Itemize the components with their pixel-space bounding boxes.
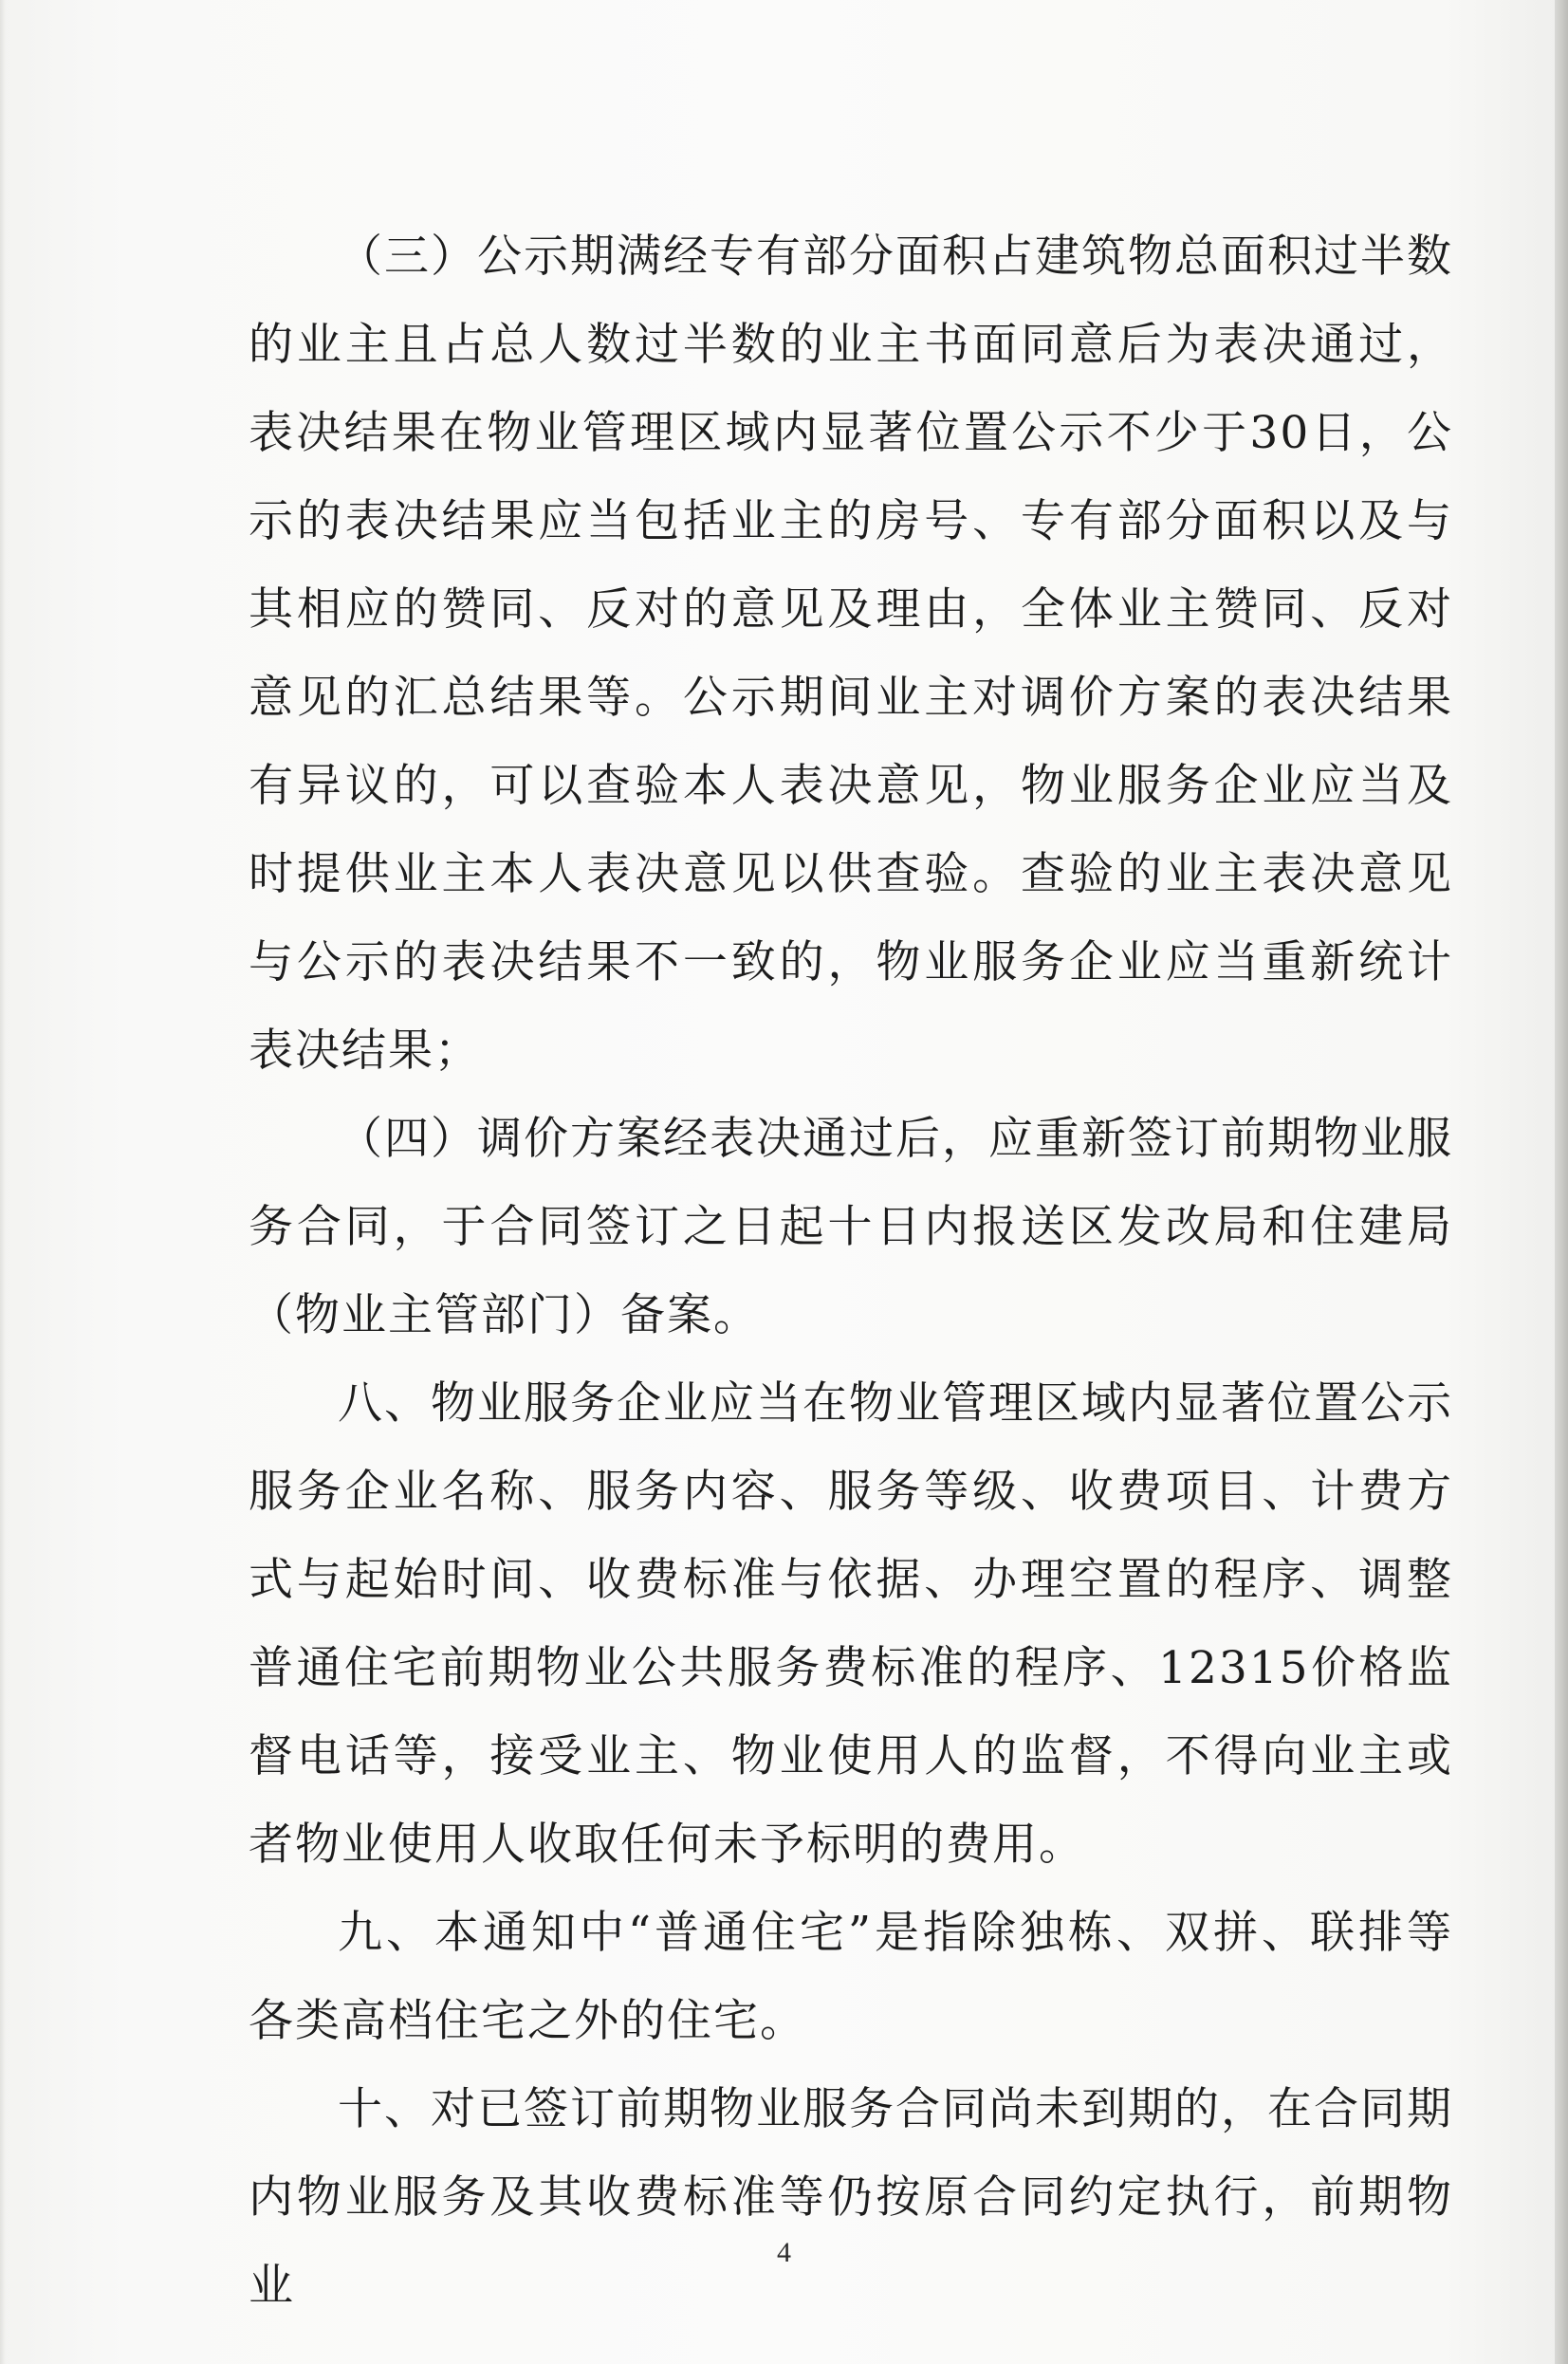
paragraph-section-9: 九、本通知中“普通住宅”是指除独栋、双拼、联排等各类高档住宅之外的住宅。 — [249, 1907, 1453, 2047]
page-left-edge — [0, 0, 6, 2364]
paragraph-item-4: （四）调价方案经表决通过后，应重新签订前期物业服务合同，于合同签订之日起十日内报送区发改局和住建局（物业主管部门）备案。 — [249, 1113, 1453, 1341]
paragraph-section-10: 十、对已签订前期物业服务合同尚未到期的，在合同期内物业服务及其收费标准等仍按原合同约定执行，前期物业 — [249, 2083, 1453, 2312]
paragraph-section-8: 八、物业服务企业应当在物业管理区域内显著位置公示服务企业名称、服务内容、服务等级、收费项目、计费方式与起始时间、收费标准与依据、办理空置的程序、调整普通住宅前期物业公共服务费标准的程序、12315价格监督电话等，接受业主、物业使用人的监督，不得向业主或者物业使用人收取任何未予标明的费用。 — [249, 1377, 1453, 1871]
page-right-edge — [1555, 0, 1568, 2364]
document-body — [249, 212, 1453, 2330]
paragraph-item-3: （三）公示期满经专有部分面积占建筑物总面积过半数的业主且占总人数过半数的业主书面同意后为表决通过，表决结果在物业管理区域内显著位置公示不少于30日，公示的表决结果应当包括业主的房号、专有部分面积以及与其相应的赞同、反对的意见及理由，全体业主赞同、反对意见的汇总结果等。公示期间业主对调价方案的表决结果有异议的，可以查验本人表决意见，物业服务企业应当及时提供业主本人表决意见以供查验。查验的业主表决意见与公示的表决结果不一致的，物业服务企业应当重新统计表决结果； — [249, 231, 1453, 1077]
page-number: 4 — [777, 2237, 791, 2268]
